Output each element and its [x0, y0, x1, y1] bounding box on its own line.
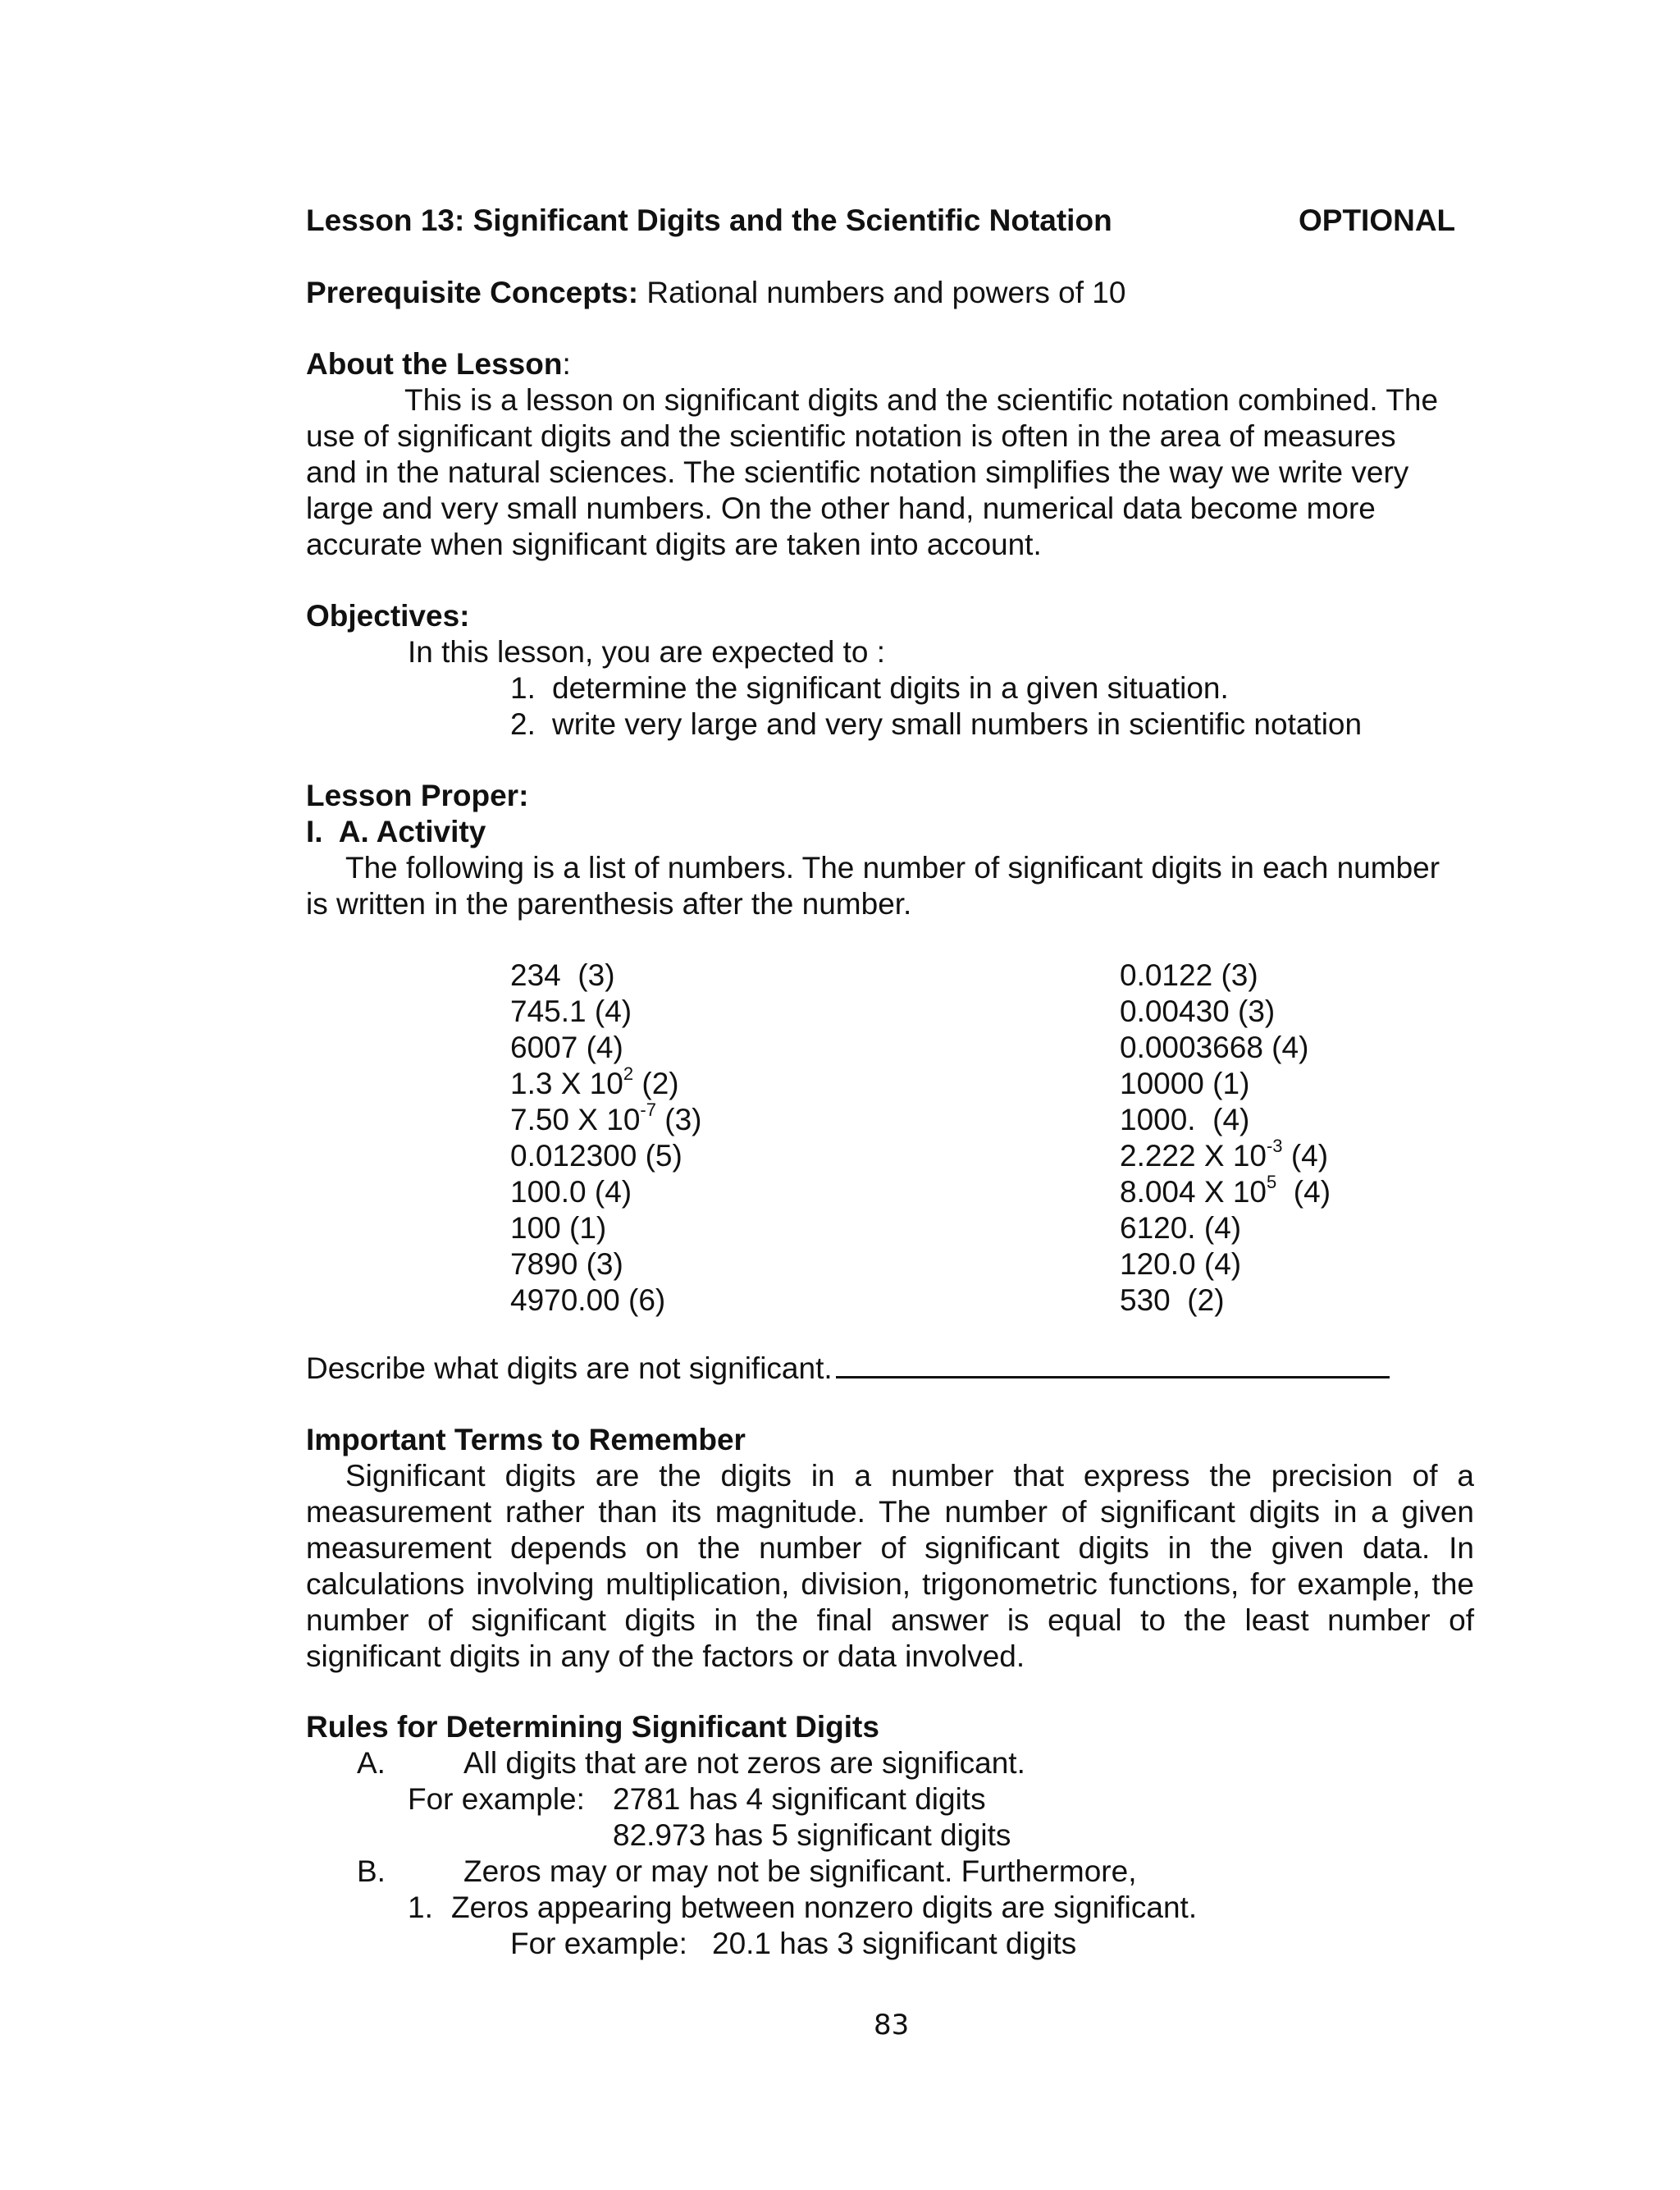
number-sig-count: (3): [655, 1103, 702, 1136]
number-entry: [1120, 1171, 1331, 1210]
rule-a-example-1: 2781 has 4 significant digits: [613, 1782, 986, 1816]
about-line-2: use of significant digits and the scientific notation is often in the area of measures: [306, 419, 1396, 453]
lesson-title: Lesson 13: Significant Digits and the Scientific Notation: [306, 203, 1112, 237]
number-value: 6007 (4): [510, 1031, 623, 1064]
number-sig-count: (2): [633, 1067, 679, 1100]
number-value: 0.0122 (3): [1120, 958, 1258, 992]
objectives-intro: In this lesson, you are expected to :: [408, 635, 886, 669]
number-value: 1.3 X 10: [510, 1067, 623, 1100]
objectives-heading: Objectives:: [306, 599, 470, 633]
number-entry: [1120, 1066, 1331, 1102]
number-value: 10000 (1): [1120, 1067, 1250, 1100]
rule-a-example-2: 82.973 has 5 significant digits: [613, 1818, 1011, 1852]
number-exponent: -3: [1266, 1135, 1283, 1156]
objective-text-1: determine the significant digits in a given situation.: [552, 671, 1229, 705]
number-entry: [510, 1063, 701, 1102]
rule-b-sub1-num: 1.: [408, 1891, 433, 1924]
number-value: 745.1 (4): [510, 994, 632, 1028]
prerequisite-text: Rational numbers and powers of 10: [646, 276, 1126, 309]
rule-b-sub1-text: Zeros appearing between nonzero digits are significant.: [451, 1891, 1198, 1924]
about-heading: About the Lesson:: [306, 347, 571, 381]
describe-question: [306, 1351, 1390, 1387]
number-entry: [510, 1099, 702, 1138]
number-sig-count: (4): [1276, 1175, 1331, 1209]
rule-b-example-1: 20.1 has 3 significant digits: [712, 1927, 1077, 1960]
number-entry: [510, 1246, 701, 1282]
number-value: 2.222 X 10: [1120, 1139, 1267, 1173]
numbers-left-column: [510, 958, 701, 1319]
number-entry: [1120, 1030, 1331, 1066]
numbers-right-column: [1120, 958, 1331, 1319]
number-value: 0.012300 (5): [510, 1139, 682, 1173]
lesson-proper-heading: Lesson Proper:: [306, 779, 529, 812]
number-value: 7890 (3): [510, 1247, 623, 1281]
number-entry: [1120, 1210, 1331, 1246]
number-value: 1000. (4): [1120, 1103, 1250, 1136]
important-terms-heading: Important Terms to Remember: [306, 1423, 746, 1456]
number-entry: [510, 1138, 701, 1174]
number-value: 0.0003668 (4): [1120, 1031, 1309, 1064]
number-value: 234 (3): [510, 958, 615, 992]
rule-a-text: All digits that are not zeros are significant.: [463, 1746, 1025, 1780]
activity-intro-1: The following is a list of numbers. The number of significant digits in each number: [345, 851, 1440, 885]
number-value: 100 (1): [510, 1211, 607, 1245]
objective-num-2: 2.: [510, 707, 536, 741]
rule-b-label: B.: [357, 1854, 386, 1888]
number-value: 0.00430 (3): [1120, 994, 1276, 1028]
number-entry: [1120, 1246, 1331, 1282]
number-entry: [1120, 958, 1331, 994]
prerequisite-label: Prerequisite Concepts:: [306, 276, 639, 309]
optional-tag: OPTIONAL: [1299, 203, 1456, 237]
describe-prompt: Describe what digits are not significant.: [306, 1351, 833, 1385]
number-sig-count: (4): [1282, 1139, 1329, 1173]
number-value: 530 (2): [1120, 1283, 1225, 1317]
rules-heading: Rules for Determining Significant Digits: [306, 1710, 879, 1744]
objective-num-1: 1.: [510, 671, 536, 705]
rule-a-label: A.: [357, 1746, 386, 1780]
number-exponent: 2: [623, 1063, 634, 1084]
number-entry: [510, 994, 701, 1030]
number-value: 7.50 X 10: [510, 1103, 641, 1136]
number-entry: [510, 1030, 701, 1066]
number-entry: [510, 1282, 701, 1319]
prerequisite-line: [306, 275, 1125, 311]
number-entry: [1120, 1102, 1331, 1138]
number-entry: [510, 1174, 701, 1210]
number-entry: [510, 958, 701, 994]
number-entry: [1120, 1135, 1331, 1174]
page-number: 83: [874, 2009, 910, 2041]
about-line-3: and in the natural sciences. The scientific notation simplifies the way we write very: [306, 455, 1409, 489]
about-line-1: This is a lesson on significant digits and the scientific notation combined. The: [404, 383, 1439, 417]
about-line-5: accurate when significant digits are taken into account.: [306, 528, 1042, 561]
about-line-4: large and very small numbers. On the other hand, numerical data become more: [306, 491, 1376, 525]
important-terms-paragraph: Significant digits are the digits in a number that express the precision of a measurement rather than its magnitude. The number of significant digits in a given measurement depends on the number of significant digits in the given data. In calculations involving multiplication, division, trigonometric functions, for example, the number of significant digits in the final answer is equal to the least number of significant digits in any of the factors or data involved.: [306, 1459, 1474, 1673]
number-entry: [1120, 1282, 1331, 1319]
number-value: 6120. (4): [1120, 1211, 1242, 1245]
rule-b-example-label: For example:: [510, 1927, 687, 1960]
activity-intro-2: is written in the parenthesis after the number.: [306, 887, 912, 921]
number-value: 100.0 (4): [510, 1175, 632, 1209]
objective-text-2: write very large and very small numbers in scientific notation: [552, 707, 1363, 741]
number-exponent: 5: [1266, 1171, 1277, 1192]
number-value: 120.0 (4): [1120, 1247, 1242, 1281]
number-entry: [1120, 994, 1331, 1030]
number-exponent: -7: [640, 1099, 656, 1120]
number-entry: [510, 1210, 701, 1246]
activity-heading: I. A. Activity: [306, 815, 486, 848]
number-value: 4970.00 (6): [510, 1283, 666, 1317]
rule-a-example-label: For example:: [408, 1782, 585, 1816]
number-value: 8.004 X 10: [1120, 1175, 1267, 1209]
rule-b-text: Zeros may or may not be significant. Furthermore,: [463, 1854, 1137, 1888]
answer-blank[interactable]: [836, 1351, 1390, 1378]
